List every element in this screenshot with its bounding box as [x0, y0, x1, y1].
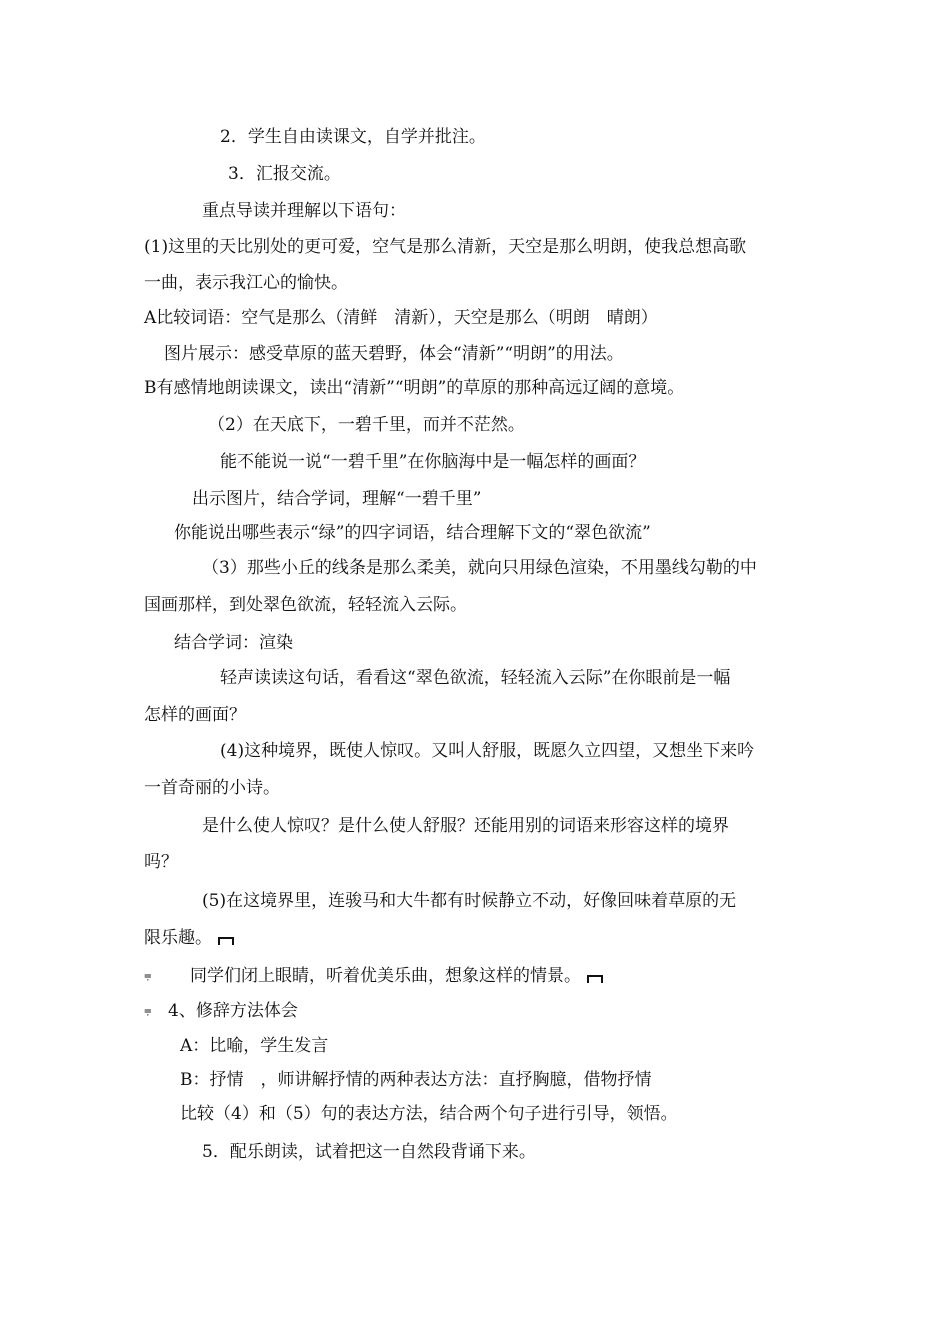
text-line: 吗？	[144, 852, 178, 872]
margin-mark-icon: ⩦	[144, 968, 152, 983]
text-line: 图片展示：感受草原的蓝天碧野，体会“清新”“明朗”的用法。	[164, 344, 624, 364]
revision-mark-icon	[218, 937, 234, 945]
text-line: 一曲，表示我江心的愉快。	[144, 273, 348, 293]
text-line: 出示图片，结合学词，理解“一碧千里”	[192, 489, 482, 509]
text-line: 3．汇报交流。	[228, 164, 341, 184]
text-line: B：抒情 ，师讲解抒情的两种表达方法：直抒胸臆，借物抒情	[180, 1070, 652, 1090]
text-fragment: 同学们闭上眼睛，听着优美乐曲，想象这样的情景。	[190, 966, 581, 986]
text-line: A比较词语：空气是那么（清鲜 清新），天空是那么（明朗 晴朗）	[144, 308, 658, 328]
text-line: 结合学词：渲染	[174, 633, 293, 653]
revision-mark-icon	[587, 975, 603, 983]
text-line: 怎样的画面？	[144, 705, 246, 725]
margin-mark-icon: ⩦	[144, 1003, 152, 1018]
text-line: (5)在这境界里，连骏马和大牛都有时候静立不动，好像回味着草原的无	[202, 891, 737, 911]
text-line: 重点导读并理解以下语句：	[202, 201, 406, 221]
text-line: 比较（4）和（5）句的表达方法，结合两个句子进行引导，领悟。	[180, 1104, 678, 1124]
text-line: 是什么使人惊叹？是什么使人舒服？还能用别的词语来形容这样的境界	[202, 816, 729, 836]
text-line: 2．学生自由读课文，自学并批注。	[220, 127, 486, 147]
text-line: 轻声读读这句话，看看这“翠色欲流，轻轻流入云际”在你眼前是一幅	[220, 668, 731, 688]
text-line: A：比喻，学生发言	[180, 1036, 329, 1056]
text-line: (1)这里的天比别处的更可爱，空气是那么清新，天空是那么明朗，使我总想高歌	[144, 237, 747, 257]
text-line: 4、修辞方法体会	[168, 1001, 298, 1021]
text-line: B有感情地朗读课文，读出“清新”“明朗”的草原的那种高远辽阔的意境。	[144, 378, 685, 398]
text-line: （3）那些小丘的线条是那么柔美，就向只用绿色渲染，不用墨线勾勒的中	[202, 558, 757, 578]
text-line: 国画那样，到处翠色欲流，轻轻流入云际。	[144, 595, 467, 615]
text-line	[190, 965, 603, 987]
text-line: 能不能说一说“一碧千里”在你脑海中是一幅怎样的画面？	[220, 452, 646, 472]
text-fragment: 限乐趣。	[144, 928, 212, 948]
text-line	[144, 927, 234, 949]
text-line: 5．配乐朗读，试着把这一自然段背诵下来。	[202, 1142, 536, 1162]
text-line: 你能说出哪些表示“绿”的四字词语，结合理解下文的“翠色欲流”	[174, 523, 651, 543]
text-line: (4)这种境界，既使人惊叹。又叫人舒服，既愿久立四望，又想坐下来吟	[220, 741, 755, 761]
text-line: 一首奇丽的小诗。	[144, 778, 280, 798]
text-line: （2）在天底下，一碧千里，而并不茫然。	[208, 415, 525, 435]
